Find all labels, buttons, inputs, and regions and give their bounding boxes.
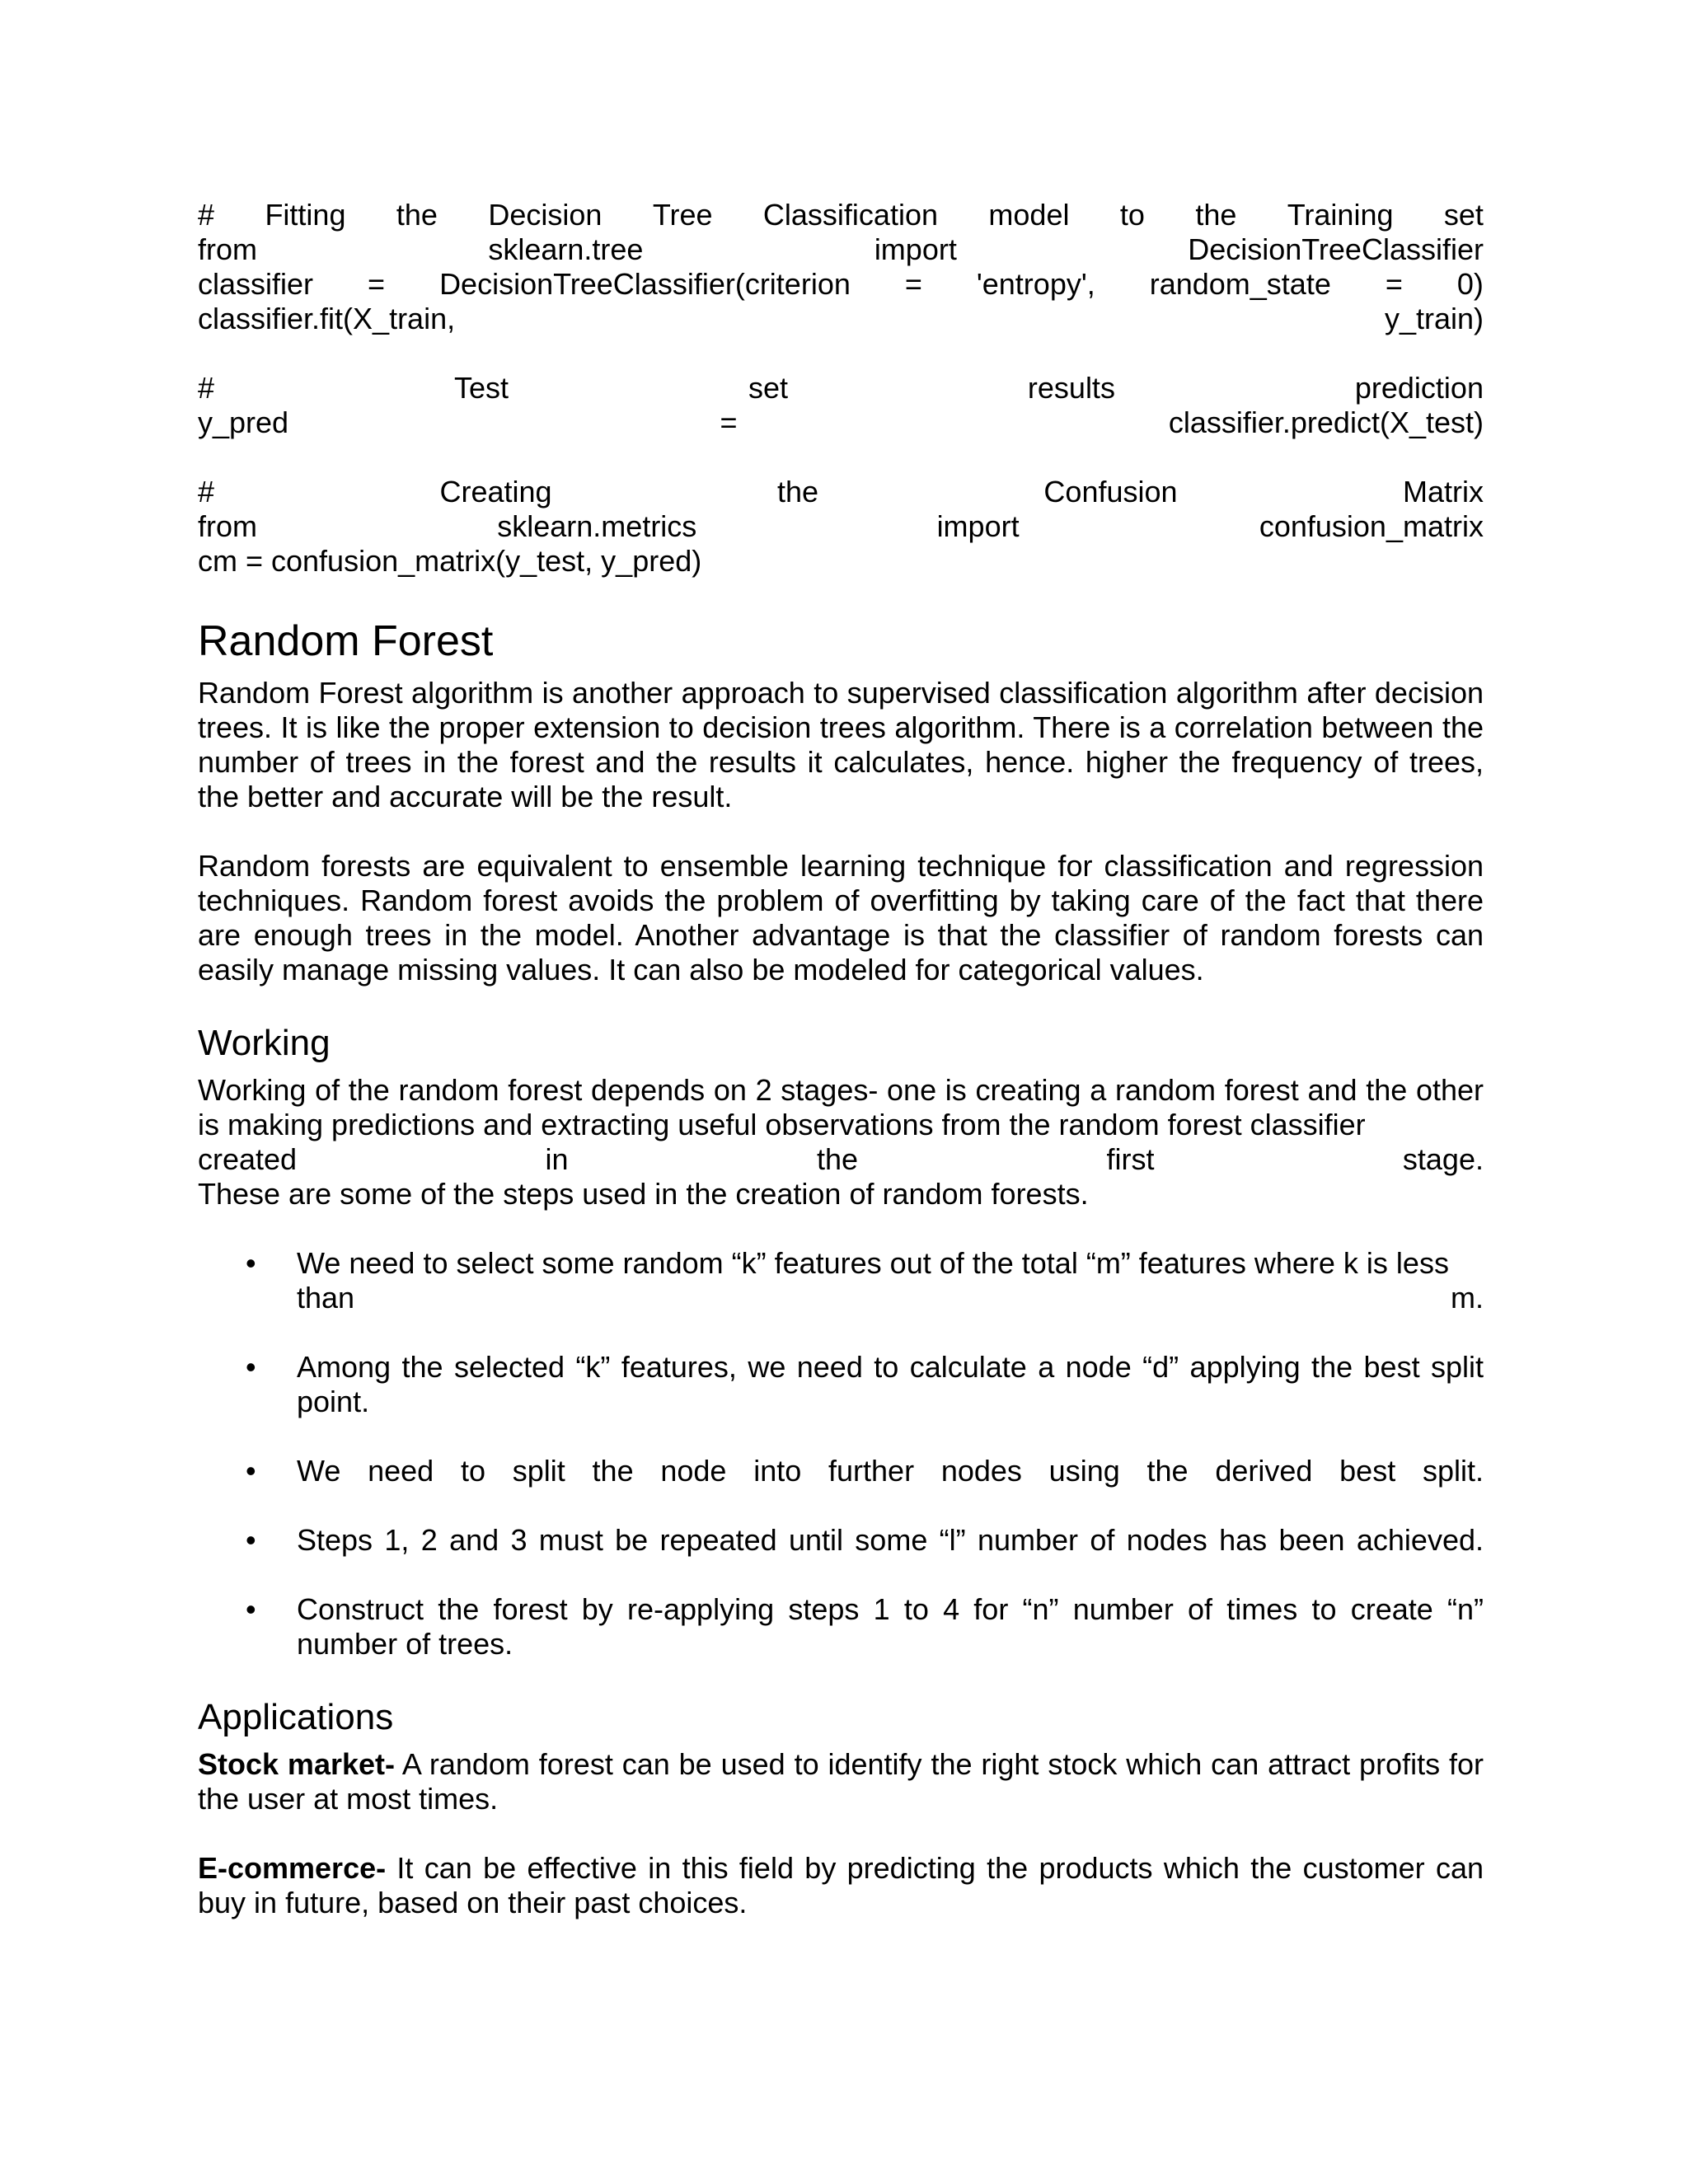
list-item [198,1454,1484,1488]
list-item [198,1523,1484,1558]
code-line [198,198,1484,232]
application-label: E-commerce- [198,1851,387,1885]
code-token: classifier [198,267,314,301]
spacer [198,814,1484,849]
paragraph-line: These are some of the steps used in the creation of random forests. [198,1177,1089,1211]
code-token: y_train) [1384,302,1484,335]
code-token: Classification [762,198,938,232]
bullet-icon: • [246,1246,256,1280]
bullet-icon: • [246,1592,256,1626]
code-token: Test [453,371,509,405]
code-token: = [1385,267,1403,301]
code-token: 'entropy', [976,267,1095,301]
bullet-icon: • [246,1454,256,1488]
list-item-text: We need to select some random “k” features out of the total “m” features where k is less [297,1246,1449,1280]
code-token: # [198,371,215,405]
code-token: classifier.predict(X_test) [1168,405,1484,439]
code-token: import [874,232,957,266]
code-token: to [1119,198,1145,232]
paragraph: Random Forest algorithm is another approach to supervised classification algorithm after decision trees. It is like the proper extension to decision trees algorithm. There is a correlation between the number of trees in the forest and the results it calculates, hence. higher the frequency of trees, the better and accurate will be the result. [198,676,1484,813]
list-item [198,1246,1484,1315]
code-token: Tree [652,198,713,232]
application-text: It can be effective in this field by predicting the products which the customer can buy in future, based on their past choices. [198,1851,1484,1919]
code-token: sklearn.metrics [497,509,697,543]
code-line: cm = confusion_matrix(y_test, y_pred) [198,544,702,578]
code-token: random_state [1149,267,1331,301]
code-token: Confusion [1043,475,1178,509]
steps-list [198,1246,1484,1661]
word: m. [1451,1281,1484,1315]
word: first [1106,1142,1155,1176]
code-line [198,267,1484,302]
paragraph: Working of the random forest depends on 2 stages- one is creating a random forest and the other is making predictions and extracting useful observations from the random forest classifier [198,1073,1484,1141]
code-token: import [936,509,1020,543]
bullet-icon: • [246,1350,256,1384]
spacer [198,1816,1484,1851]
code-token: DecisionTreeClassifier(criterion [439,267,851,301]
spacer [198,440,1484,475]
code-token: # [198,475,215,509]
bullet-icon: • [246,1523,256,1557]
word: the [816,1142,859,1176]
code-token: from [198,232,257,266]
code-token: sklearn.tree [488,232,644,266]
code-token: Matrix [1402,475,1484,509]
list-item-text: Among the selected “k” features, we need to calculate a node “d” applying the best split point. [297,1350,1484,1418]
code-line [198,371,1484,405]
spacer [198,336,1484,371]
code-line [198,405,1484,440]
code-token: y_pred [198,405,289,439]
word: stage. [1402,1142,1484,1176]
section-heading-working: Working [198,1023,331,1063]
code-token: set [1443,198,1484,232]
code-token: = [720,405,738,439]
word: created [198,1142,298,1176]
application-label: Stock market- [198,1747,395,1781]
code-token: the [1195,198,1237,232]
code-token: prediction [1354,371,1484,405]
code-token: = [368,267,386,301]
code-line [198,232,1484,267]
code-line [198,509,1484,544]
code-token: results [1027,371,1115,405]
code-line [198,302,1484,336]
code-line [198,475,1484,509]
list-item-text: Steps 1, 2 and 3 must be repeated until some “l” number of nodes has been achieved. [297,1523,1484,1557]
section-heading-applications: Applications [198,1697,394,1737]
code-token: Creating [439,475,552,509]
application-paragraph [198,1747,1484,1816]
paragraph: Random forests are equivalent to ensemble learning technique for classification and regression techniques. Random forest avoids the problem of overfitting by taking care of the fact that there are enough trees in the model. Another advantage is that the classifier of random forests can easily manage missing values. It can also be modeled for categorical values. [198,849,1484,987]
code-token: classifier.fit(X_train, [198,302,456,335]
list-item-text: We need to split the node into further nodes using the derived best split. [297,1454,1484,1488]
list-item [198,1592,1484,1661]
document-page [198,198,1484,1920]
code-token: 0) [1456,267,1484,301]
word: than [297,1281,355,1315]
code-token: Fitting [265,198,346,232]
word: in [545,1142,569,1176]
code-token: the [396,198,438,232]
code-token: # [198,198,215,232]
section-heading-random-forest: Random Forest [198,617,494,665]
code-token: Decision [488,198,603,232]
code-token: the [776,475,818,509]
list-item-line [297,1281,1484,1315]
code-token: = [904,267,922,301]
code-token: DecisionTreeClassifier [1188,232,1484,266]
list-item-text: Construct the forest by re-applying steps 1 to 4 for “n” number of times to create “n” number of trees. [297,1592,1484,1661]
list-item [198,1350,1484,1419]
code-token: model [988,198,1070,232]
code-token: from [198,509,257,543]
code-token: set [748,371,788,405]
application-text: A random forest can be used to identify the right stock which can attract profits for the user at most times. [198,1747,1484,1816]
code-token: confusion_matrix [1259,509,1484,543]
application-paragraph [198,1851,1484,1920]
paragraph-line [198,1142,1484,1177]
code-token: Training [1287,198,1394,232]
